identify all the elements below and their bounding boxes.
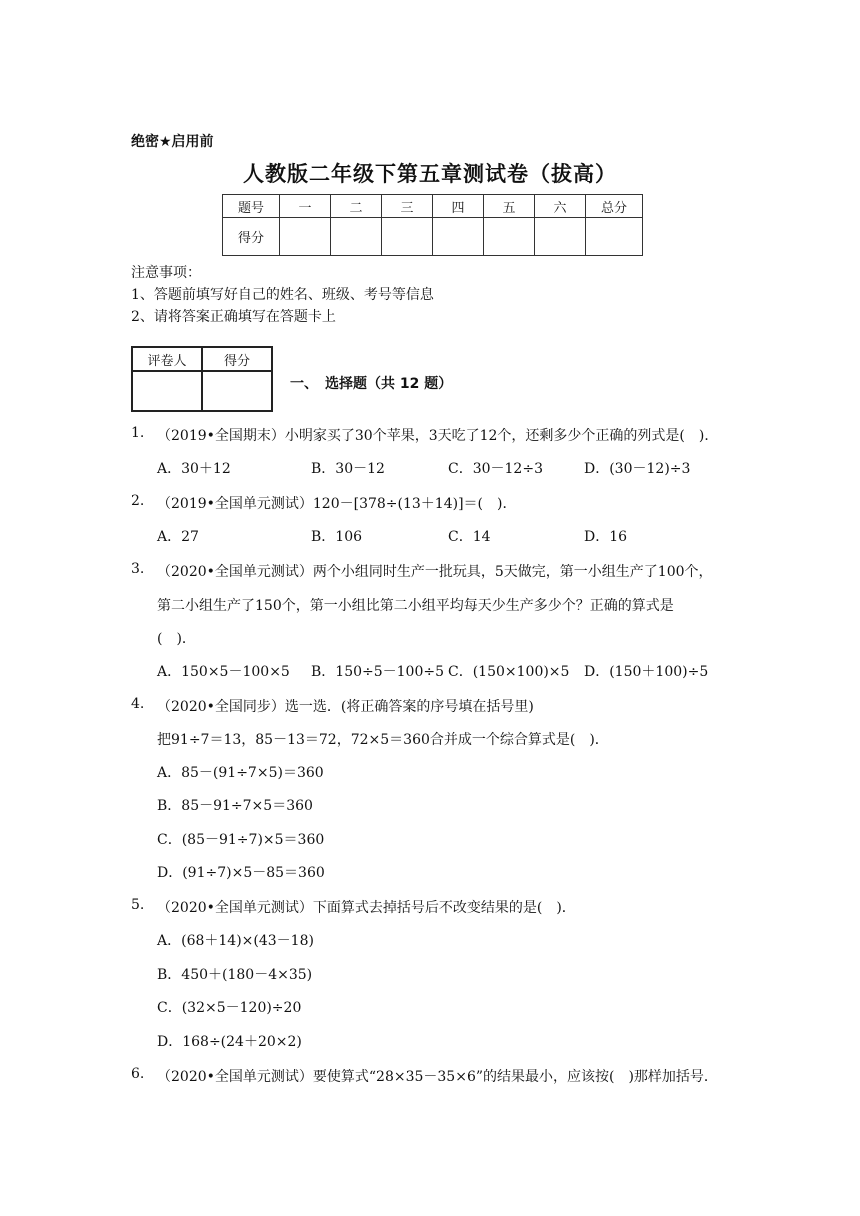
grader-table bbox=[131, 346, 273, 412]
option-b[interactable]: B．106 bbox=[311, 529, 363, 545]
option-b[interactable]: B．30－12 bbox=[311, 461, 385, 477]
option-a[interactable]: A．30＋12 bbox=[157, 461, 231, 477]
question-number: 3. bbox=[131, 561, 145, 577]
score-header-cell: 三 bbox=[382, 195, 433, 218]
question-text-line: 第二小组生产了150个，第一小组比第二小组平均每天少生产多少个？正确的算式是 bbox=[157, 598, 674, 614]
question-number: 6. bbox=[131, 1066, 145, 1082]
option-a[interactable]: A．27 bbox=[157, 529, 199, 545]
option-a[interactable]: A．150×5－100×5 bbox=[157, 664, 290, 680]
score-header-cell: 二 bbox=[331, 195, 382, 218]
page-title: 人教版二年级下第五章测试卷（拔高） bbox=[243, 162, 617, 186]
question-text: （2020•全国单元测试）两个小组同时生产一批玩具，5天做完，第一小组生产了100个， bbox=[157, 564, 713, 580]
score-input-cell[interactable] bbox=[331, 218, 382, 256]
question-text: （2020•全国单元测试）要使算式“28×35－35×6”的结果最小，应该按( )那样加括号． bbox=[157, 1069, 718, 1085]
grader-header-cell: 得分 bbox=[202, 347, 272, 371]
score-input-cell[interactable] bbox=[382, 218, 433, 256]
score-table bbox=[222, 194, 643, 256]
secret-label: 绝密★启用前 bbox=[131, 134, 214, 150]
question-number: 1. bbox=[131, 425, 145, 441]
score-header-cell: 题号 bbox=[223, 195, 280, 218]
option-b[interactable]: B．85－91÷7×5＝360 bbox=[157, 798, 313, 814]
question-text: （2019•全国单元测试）120－[378÷(13＋14)]＝( )． bbox=[157, 496, 517, 512]
option-c[interactable]: C．(32×5－120)÷20 bbox=[157, 1000, 302, 1016]
notice-title: 注意事项： bbox=[131, 265, 201, 281]
score-header-cell: 六 bbox=[535, 195, 586, 218]
notice-block bbox=[131, 262, 434, 328]
question-number: 5. bbox=[131, 897, 145, 913]
grader-header-cell: 评卷人 bbox=[132, 347, 202, 371]
question-text: （2020•全国单元测试）下面算式去掉括号后不改变结果的是( )． bbox=[157, 900, 576, 916]
question-number: 2. bbox=[131, 493, 145, 509]
score-header-cell: 五 bbox=[484, 195, 535, 218]
score-header-cell: 总分 bbox=[586, 195, 643, 218]
score-row-label: 得分 bbox=[223, 218, 280, 256]
option-a[interactable]: A．(68＋14)×(43－18) bbox=[157, 933, 314, 949]
notice-item: 2、请将答案正确填写在答题卡上 bbox=[131, 309, 336, 325]
option-d[interactable]: D．168÷(24＋20×2) bbox=[157, 1034, 302, 1050]
question-text-line: 把91÷7＝13，85－13＝72，72×5＝360合并成一个综合算式是( )． bbox=[157, 732, 609, 748]
option-c[interactable]: C．(85－91÷7)×5＝360 bbox=[157, 832, 325, 848]
score-header-cell: 一 bbox=[280, 195, 331, 218]
option-d[interactable]: D．(150＋100)÷5 bbox=[584, 664, 709, 680]
option-c[interactable]: C．30－12÷3 bbox=[448, 461, 543, 477]
option-c[interactable]: C．14 bbox=[448, 529, 491, 545]
option-b[interactable]: B．450＋(180－4×35) bbox=[157, 967, 313, 983]
option-b[interactable]: B．150÷5－100÷5 bbox=[311, 664, 445, 680]
notice-item: 1、答题前填写好自己的姓名、班级、考号等信息 bbox=[131, 287, 434, 303]
score-input-cell[interactable] bbox=[586, 218, 643, 256]
question-text-line: ( )． bbox=[157, 631, 196, 647]
section-title: 一、 选择题（共 12 题） bbox=[290, 376, 453, 392]
option-d[interactable]: D．(91÷7)×5－85＝360 bbox=[157, 865, 325, 881]
option-a[interactable]: A．85－(91÷7×5)＝360 bbox=[157, 765, 324, 781]
option-c[interactable]: C．(150×100)×5 bbox=[448, 664, 570, 680]
question-text: （2020•全国同步）选一选．(将正确答案的序号填在括号里) bbox=[157, 699, 534, 715]
option-d[interactable]: D．16 bbox=[584, 529, 628, 545]
score-header-cell: 四 bbox=[433, 195, 484, 218]
grader-input-cell[interactable] bbox=[132, 371, 202, 411]
score-input-cell[interactable] bbox=[484, 218, 535, 256]
question-number: 4. bbox=[131, 696, 145, 712]
grader-input-cell[interactable] bbox=[202, 371, 272, 411]
question-text: （2019•全国期末）小明家买了30个苹果，3天吃了12个，还剩多少个正确的列式是( )． bbox=[157, 428, 719, 444]
score-input-cell[interactable] bbox=[433, 218, 484, 256]
score-input-cell[interactable] bbox=[280, 218, 331, 256]
score-input-cell[interactable] bbox=[535, 218, 586, 256]
option-d[interactable]: D．(30－12)÷3 bbox=[584, 461, 691, 477]
